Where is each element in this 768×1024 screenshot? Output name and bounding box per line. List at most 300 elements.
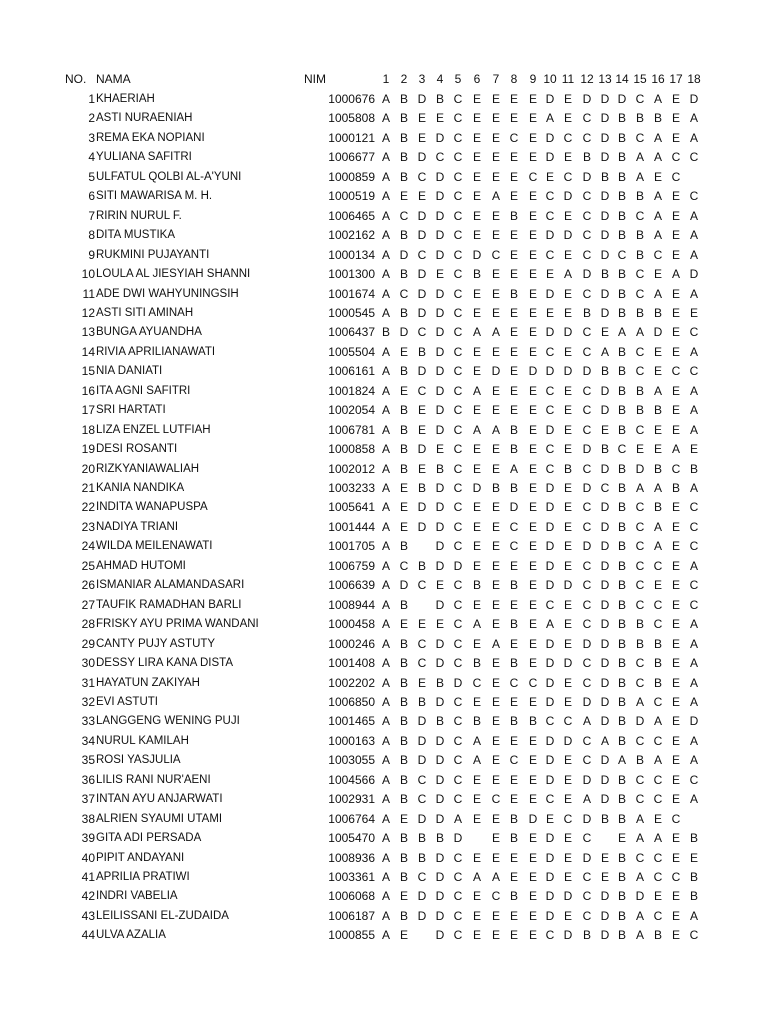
answer-cell: C (453, 870, 463, 884)
answer-cell: E (491, 714, 500, 728)
answer-cell: A (381, 909, 390, 923)
answer-cell: C (453, 131, 463, 145)
answer-cell: B (635, 228, 644, 242)
answer-cell: D (563, 889, 573, 903)
answer-cell: A (689, 909, 698, 923)
answer-cell: E (472, 792, 481, 806)
answer-cell: E (528, 189, 537, 203)
question-header: 15 (633, 72, 647, 86)
answer-cell: E (528, 92, 537, 106)
answer-cell: E (509, 150, 518, 164)
answer-cell: B (600, 442, 609, 456)
answer-cell: A (381, 150, 390, 164)
student-nim: 1000519 (328, 189, 375, 203)
answer-cell: A (381, 559, 390, 573)
answer-cell: E (399, 928, 408, 942)
answer-cell: B (399, 306, 408, 320)
answer-cell: C (399, 559, 409, 573)
answer-cell: E (491, 539, 500, 553)
answer-cell: D (509, 500, 519, 514)
answer-cell: E (509, 345, 518, 359)
answer-cell: C (563, 714, 573, 728)
answer-cell: A (381, 637, 390, 651)
answer-cell: D (417, 714, 427, 728)
answer-cell: D (582, 851, 592, 865)
answer-cell: C (509, 676, 519, 690)
student-nim: 1000545 (328, 306, 375, 320)
answer-cell: E (491, 520, 500, 534)
student-name: REMA EKA NOPIANI (96, 132, 205, 144)
answer-cell: E (399, 520, 408, 534)
answer-cell: D (435, 306, 445, 320)
answer-cell: C (671, 364, 681, 378)
answer-cell: A (635, 325, 644, 339)
answer-cell: A (453, 812, 462, 826)
answer-cell: D (399, 325, 409, 339)
answer-cell: D (417, 150, 427, 164)
answer-cell: C (600, 481, 610, 495)
answer-cell: D (435, 559, 445, 573)
answer-cell: E (563, 481, 572, 495)
answer-cell: B (617, 909, 626, 923)
question-header: 17 (669, 72, 683, 86)
answer-cell: E (528, 889, 537, 903)
answer-cell: B (399, 656, 408, 670)
answer-cell: D (600, 753, 610, 767)
answer-cell: E (671, 792, 680, 806)
answer-cell: C (635, 267, 645, 281)
student-nim: 1002054 (328, 403, 375, 417)
answer-cell: B (635, 306, 644, 320)
answer-cell: D (600, 92, 610, 106)
answer-cell: B (653, 676, 662, 690)
answer-cell: A (381, 248, 390, 262)
answer-cell: B (653, 928, 662, 942)
answer-cell: E (509, 909, 518, 923)
student-nim: 1006437 (328, 325, 375, 339)
answer-cell: A (689, 481, 698, 495)
answer-cell: D (545, 131, 555, 145)
answer-cell: D (563, 189, 573, 203)
answer-cell: E (472, 462, 481, 476)
answer-cell: E (671, 578, 680, 592)
answer-cell: A (381, 345, 390, 359)
student-nim: 1006639 (328, 578, 375, 592)
answer-cell: C (453, 403, 463, 417)
answer-cell: E (653, 364, 662, 378)
answer-cell: B (617, 792, 626, 806)
answer-cell: B (600, 267, 609, 281)
answer-cell: C (582, 462, 592, 476)
answer-cell: C (582, 384, 592, 398)
row-number: 15 (81, 364, 95, 378)
answer-cell: D (417, 734, 427, 748)
answer-cell: B (617, 598, 626, 612)
row-number: 42 (81, 889, 95, 903)
answer-cell: D (600, 637, 610, 651)
answer-cell: C (689, 928, 699, 942)
row-number: 11 (82, 287, 95, 301)
answer-cell: E (563, 870, 572, 884)
answer-cell: E (509, 228, 518, 242)
student-nim: 1000134 (328, 248, 375, 262)
answer-cell: C (689, 189, 699, 203)
answer-cell: C (689, 773, 699, 787)
answer-cell: D (435, 792, 445, 806)
answer-cell: D (582, 637, 592, 651)
answer-cell: C (417, 637, 427, 651)
answer-cell: C (509, 131, 519, 145)
answer-cell: C (453, 462, 463, 476)
answer-cell: A (689, 287, 698, 301)
student-name: FRISKY AYU PRIMA WANDANI (96, 618, 259, 630)
student-name: ITA AGNI SAFITRI (96, 385, 191, 397)
answer-cell: A (472, 617, 481, 631)
answer-cell: C (582, 325, 592, 339)
answer-cell: D (435, 481, 445, 495)
answer-cell: D (545, 559, 555, 573)
answer-cell: C (582, 831, 592, 845)
answer-cell: C (671, 150, 681, 164)
answer-cell: D (435, 209, 445, 223)
answer-cell: E (491, 812, 500, 826)
answer-cell: E (472, 812, 481, 826)
answer-cell: D (435, 364, 445, 378)
answer-cell: C (582, 287, 592, 301)
answer-cell: C (509, 539, 519, 553)
answer-cell: D (435, 870, 445, 884)
answer-cell: E (563, 150, 572, 164)
answer-cell: B (399, 462, 408, 476)
answer-cell: D (435, 345, 445, 359)
answer-cell: B (617, 403, 626, 417)
answer-cell: B (509, 442, 518, 456)
answer-cell: B (617, 637, 626, 651)
answer-cell: E (472, 131, 481, 145)
answer-cell: B (617, 306, 626, 320)
answer-cell: E (399, 189, 408, 203)
answer-cell: A (653, 228, 662, 242)
answer-cell: E (491, 442, 500, 456)
row-number: 22 (81, 500, 95, 514)
answer-cell: E (653, 889, 662, 903)
answer-cell: D (582, 812, 592, 826)
answer-cell: B (635, 189, 644, 203)
answer-cell: A (472, 325, 481, 339)
answer-cell: E (528, 500, 537, 514)
answer-cell: C (563, 170, 573, 184)
row-number: 16 (81, 384, 95, 398)
answer-cell: E (528, 909, 537, 923)
answer-cell: A (381, 500, 390, 514)
answer-cell: E (671, 92, 680, 106)
answer-cell: C (545, 345, 555, 359)
answer-cell: B (582, 928, 591, 942)
answer-cell: B (509, 617, 518, 631)
answer-cell: C (509, 753, 519, 767)
answer-cell: A (381, 617, 390, 631)
answer-cell: E (491, 228, 500, 242)
answer-cell: D (689, 267, 699, 281)
answer-cell: B (399, 150, 408, 164)
row-number: 19 (81, 442, 95, 456)
answer-cell: B (399, 442, 408, 456)
answer-cell: E (472, 228, 481, 242)
answer-cell: B (399, 792, 408, 806)
answer-cell: D (417, 909, 427, 923)
answer-cell: E (689, 442, 698, 456)
answer-cell: E (563, 500, 572, 514)
answer-cell: D (435, 170, 445, 184)
answer-cell: B (563, 462, 572, 476)
student-nim: 1003233 (328, 481, 375, 495)
answer-cell: A (381, 578, 390, 592)
answer-cell: D (545, 676, 555, 690)
answer-cell: E (509, 851, 518, 865)
answer-cell: C (417, 170, 427, 184)
answer-cell: E (671, 637, 680, 651)
answer-cell: E (472, 364, 481, 378)
student-name: CANTY PUJY ASTUTY (96, 638, 216, 650)
answer-cell: E (435, 617, 444, 631)
student-name: DITA MUSTIKA (96, 229, 176, 241)
answer-cell: E (509, 637, 518, 651)
answer-cell: A (381, 170, 390, 184)
answer-cell: C (453, 714, 463, 728)
answer-cell: C (653, 559, 663, 573)
answer-cell: B (381, 325, 390, 339)
answer-cell: E (671, 403, 680, 417)
answer-cell: B (491, 481, 500, 495)
answer-cell: C (635, 578, 645, 592)
answer-cell: C (635, 131, 645, 145)
answer-cell: E (491, 287, 500, 301)
answer-cell: E (417, 131, 426, 145)
answer-cell: C (399, 209, 409, 223)
answer-cell: E (472, 189, 481, 203)
answer-cell: B (617, 928, 626, 942)
answer-cell: E (671, 695, 680, 709)
answer-cell: E (472, 111, 481, 125)
answer-cell: E (491, 559, 500, 573)
answer-cell: C (453, 773, 463, 787)
answer-cell: E (600, 423, 609, 437)
answer-cell: D (435, 889, 445, 903)
answer-cell: B (509, 831, 518, 845)
answer-cell: A (381, 676, 390, 690)
answer-cell: E (653, 423, 662, 437)
answer-cell: C (453, 598, 463, 612)
student-name: AHMAD HUTOMI (96, 560, 186, 572)
answer-cell: A (491, 325, 500, 339)
answer-cell: E (528, 656, 537, 670)
answer-cell: D (600, 306, 610, 320)
student-nim: 1001444 (328, 520, 375, 534)
answer-cell: E (563, 753, 572, 767)
answer-cell: C (582, 559, 592, 573)
answer-cell: C (453, 500, 463, 514)
row-number: 32 (81, 695, 95, 709)
answer-cell: E (563, 773, 572, 787)
answer-cell: A (381, 870, 390, 884)
answer-cell: A (653, 831, 662, 845)
answer-cell: B (509, 889, 518, 903)
answer-cell: E (528, 734, 537, 748)
answer-cell: E (671, 500, 680, 514)
answer-cell: B (509, 656, 518, 670)
answer-cell: E (491, 209, 500, 223)
answer-cell: E (528, 287, 537, 301)
answer-cell: D (417, 442, 427, 456)
answer-cell: A (653, 539, 662, 553)
answer-cell: B (617, 539, 626, 553)
question-header: 11 (561, 72, 575, 86)
answer-cell: E (509, 559, 518, 573)
answer-cell: E (472, 889, 481, 903)
answer-cell: C (689, 598, 699, 612)
answer-cell: E (509, 267, 518, 281)
answer-cell: C (509, 520, 519, 534)
answer-cell: C (417, 773, 427, 787)
answer-cell: B (617, 481, 626, 495)
answer-cell: C (453, 928, 463, 942)
answer-cell: E (491, 909, 500, 923)
answer-cell: E (491, 753, 500, 767)
answer-cell: B (472, 578, 481, 592)
answer-cell: A (381, 111, 390, 125)
header-nim: NIM (304, 72, 326, 86)
answer-cell: E (491, 345, 500, 359)
answer-cell: A (617, 753, 626, 767)
answer-cell: E (491, 617, 500, 631)
answer-cell: E (671, 734, 680, 748)
answer-cell: B (399, 539, 408, 553)
answer-cell: D (600, 695, 610, 709)
answer-cell: E (528, 598, 537, 612)
answer-cell: E (509, 598, 518, 612)
answer-cell: E (545, 267, 554, 281)
answer-cell: E (689, 306, 698, 320)
row-number: 21 (81, 481, 95, 495)
answer-cell: C (635, 520, 645, 534)
answer-cell: A (671, 442, 680, 456)
answer-cell: C (689, 150, 699, 164)
answer-cell: A (689, 559, 698, 573)
answer-cell: C (417, 792, 427, 806)
answer-cell: A (381, 928, 390, 942)
row-number: 5 (88, 170, 95, 184)
answer-cell: B (435, 92, 444, 106)
student-name: YULIANA SAFITRI (96, 151, 192, 163)
answer-cell: E (671, 189, 680, 203)
answer-cell: C (582, 228, 592, 242)
answer-cell: A (381, 753, 390, 767)
answer-cell: E (653, 170, 662, 184)
answer-cell: B (399, 92, 408, 106)
answer-cell: B (671, 481, 680, 495)
answer-cell: E (435, 442, 444, 456)
student-nim: 1000121 (328, 131, 375, 145)
answer-cell: D (435, 909, 445, 923)
answer-cell: E (509, 792, 518, 806)
student-name: RIRIN NURUL F. (96, 210, 182, 222)
answer-cell: A (381, 267, 390, 281)
answer-cell: E (528, 773, 537, 787)
answer-cell: B (617, 364, 626, 378)
answer-cell: D (600, 617, 610, 631)
header-nama: NAMA (96, 72, 131, 86)
row-number: 29 (81, 637, 95, 651)
answer-cell: D (545, 481, 555, 495)
answer-cell: E (491, 773, 500, 787)
answer-cell: D (491, 364, 501, 378)
answer-cell: A (381, 481, 390, 495)
answer-cell: A (635, 695, 644, 709)
answer-cell: B (617, 812, 626, 826)
answer-cell: B (689, 831, 698, 845)
answer-cell: E (491, 928, 500, 942)
answer-cell: A (491, 423, 500, 437)
student-nim: 1000858 (328, 442, 375, 456)
student-nim: 1005641 (328, 500, 375, 514)
answer-cell: D (545, 500, 555, 514)
answer-cell: A (653, 520, 662, 534)
answer-cell: E (528, 851, 537, 865)
answer-cell: B (617, 384, 626, 398)
answer-cell: C (453, 287, 463, 301)
answer-cell: E (435, 267, 444, 281)
answer-cell: C (453, 189, 463, 203)
answer-cell: B (617, 870, 626, 884)
answer-cell: B (417, 345, 426, 359)
answer-cell: E (472, 92, 481, 106)
answer-cell: D (545, 831, 555, 845)
answer-cell: D (435, 753, 445, 767)
answer-cell: C (689, 520, 699, 534)
answer-cell: D (600, 889, 610, 903)
row-number: 1 (88, 92, 95, 106)
answer-cell: E (528, 870, 537, 884)
answer-cell: B (509, 481, 518, 495)
answer-cell: B (617, 423, 626, 437)
student-nim: 1006764 (328, 812, 375, 826)
answer-cell: B (617, 889, 626, 903)
student-nim: 1005504 (328, 345, 375, 359)
answer-cell: B (509, 209, 518, 223)
answer-cell: E (472, 345, 481, 359)
answer-cell: D (435, 851, 445, 865)
answer-cell: C (453, 909, 463, 923)
answer-cell: B (617, 773, 626, 787)
row-number: 25 (81, 559, 95, 573)
answer-cell: C (453, 520, 463, 534)
row-number: 7 (88, 209, 95, 223)
row-number: 3 (88, 131, 95, 145)
answer-cell: A (381, 539, 390, 553)
answer-cell: E (671, 714, 680, 728)
answer-cell: C (435, 150, 445, 164)
answer-cell: B (399, 734, 408, 748)
answer-cell: E (617, 831, 626, 845)
answer-cell: D (600, 189, 610, 203)
answer-cell: D (600, 228, 610, 242)
answer-cell: E (472, 773, 481, 787)
answer-cell: B (689, 462, 698, 476)
answer-cell: D (417, 228, 427, 242)
student-nim: 1006465 (328, 209, 375, 223)
student-nim: 1000163 (328, 734, 375, 748)
answer-cell: C (635, 423, 645, 437)
